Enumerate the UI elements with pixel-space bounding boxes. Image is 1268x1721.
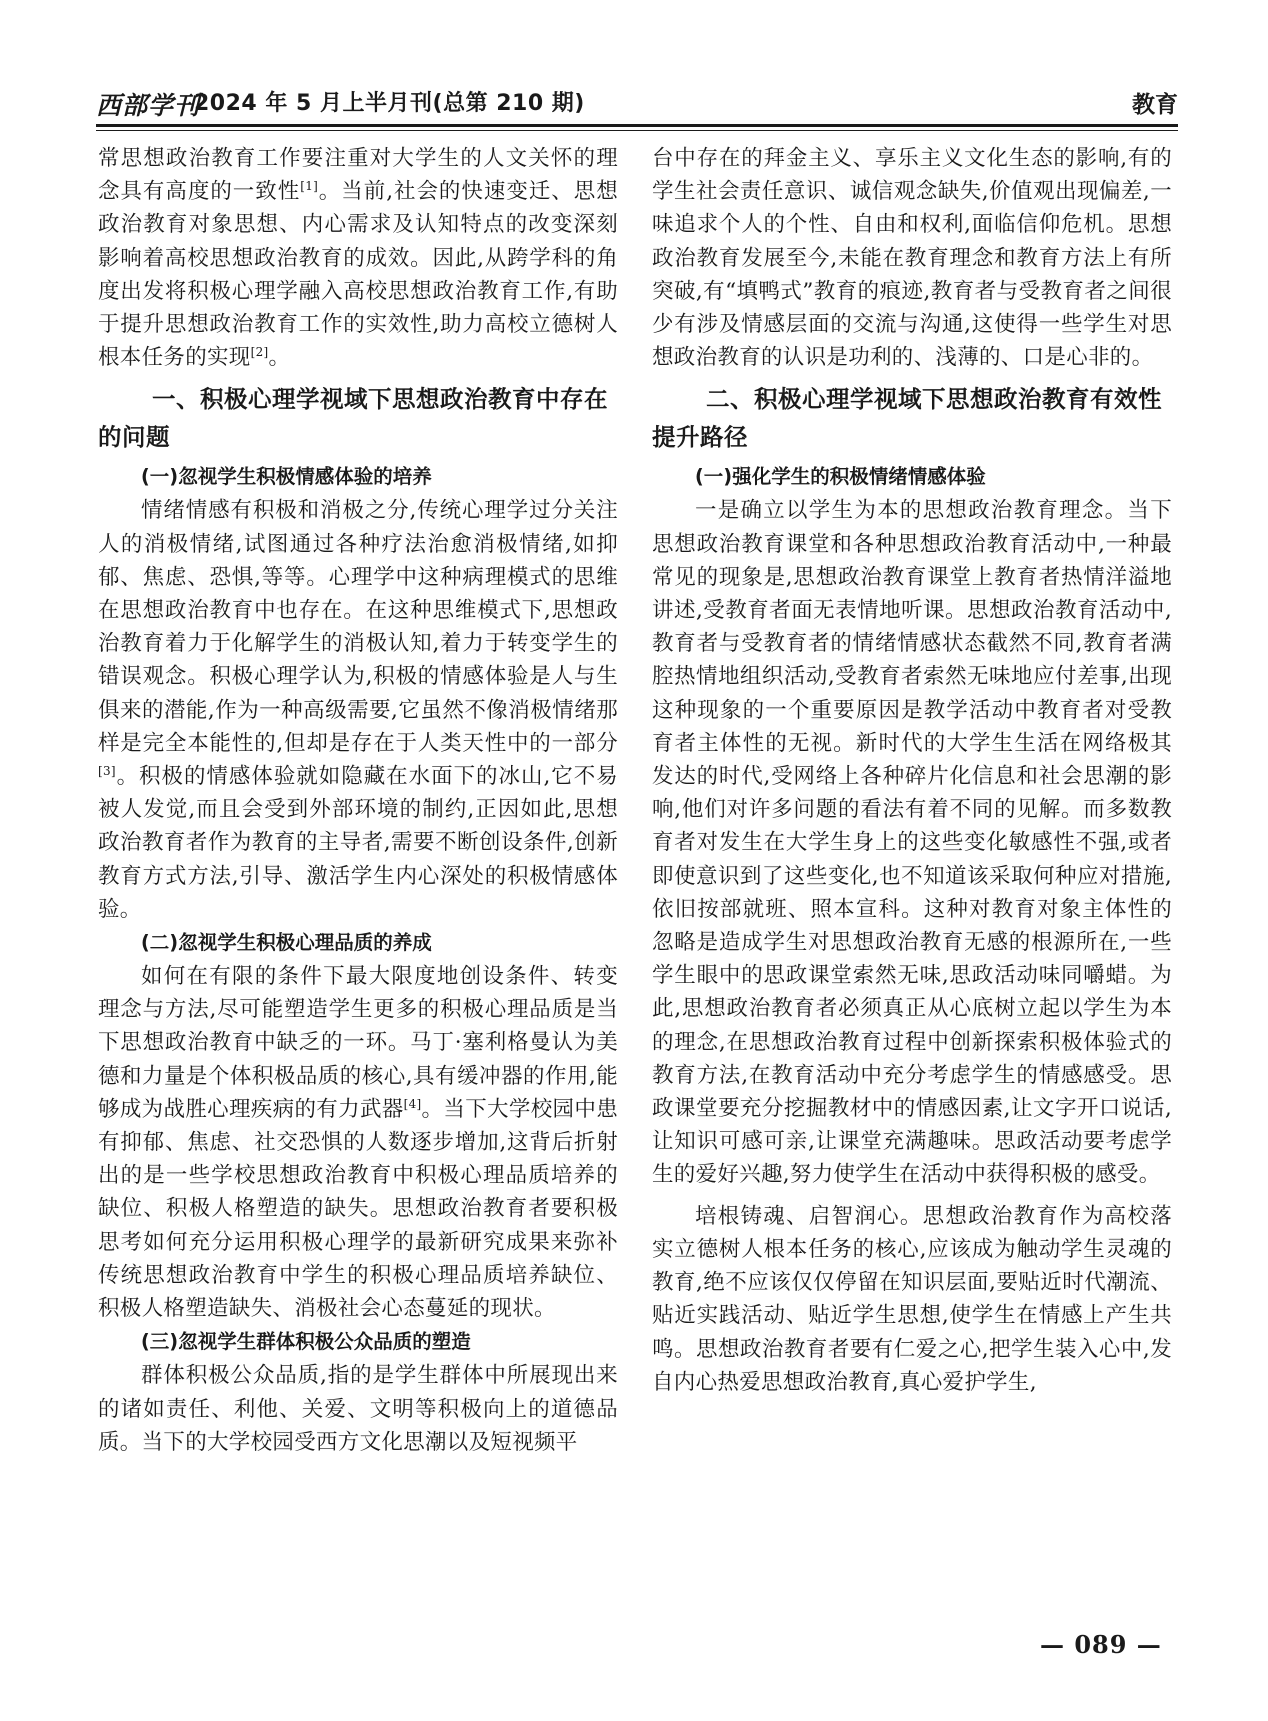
paragraph: 情绪情感有积极和消极之分,传统心理学过分关注人的消极情绪,试图通过各种疗法治愈消极情绪,如抑郁、焦虑、恐惧,等等。心理学中这种病理模式的思维在思想政治教育中也存在。在这种思维模式下,思想政治教育着力于化解学生的消极认知,着力于转变学生的错误观念。积极心理学认为,积极的情感体验是人与生俱来的潜能,作为一种高级需要,它虽然不像消极情绪那样是完全本能性的,但却是存在于人类天性中的一部分[3]。积极的情感体验就如隐藏在水面下的冰山,它不易被人发觉,而且会受到外部环境的制约,正因如此,思想政治教育者作为教育的主导者,需要不断创设条件,创新教育方式方法,引导、激活学生内心深处的积极情感体验。: [98, 498, 618, 922]
section-heading-2: 二、积极心理学视域下思想政治教育有效性提升路径: [652, 385, 1163, 452]
citation: [3]: [98, 764, 116, 779]
issue-info: 2024 年 5 月上半月刊(总第 210 期): [194, 91, 585, 116]
subsection-heading-1-3: (三)忽视学生群体积极公众品质的塑造: [140, 1330, 471, 1354]
page-number: — 089 —: [1040, 1630, 1162, 1659]
citation: [2]: [250, 345, 269, 360]
subsection-heading-2-1: (一)强化学生的积极情绪情感体验: [694, 465, 986, 489]
left-column: [98, 142, 618, 1612]
page-header: [96, 86, 1178, 120]
section-name: 教育: [1132, 92, 1178, 118]
paragraph: 如何在有限的条件下最大限度地创设条件、转变理念与方法,尽可能塑造学生更多的积极心理品质是当下思想政治教育中缺乏的一环。马丁·塞利格曼认为美德和力量是个体积极品质的核心,具有缓冲器的作用,能够成为战胜心理疾病的有力武器[4]。当下大学校园中患有抑郁、焦虑、社交恐惧的人数逐步增加,这背后折射出的是一些学校思想政治教育中积极心理品质培养的缺位、积极人格塑造的缺失。思想政治教育者要积极思考如何充分运用积极心理学的最新研究成果来弥补传统思想政治教育中学生的积极心理品质培养缺位、积极人格塑造缺失、消极社会心态蔓延的现状。: [98, 964, 618, 1322]
paragraph: 培根铸魂、启智润心。思想政治教育作为高校落实立德树人根本任务的核心,应该成为触动学生灵魂的教育,绝不应该仅仅停留在知识层面,要贴近时代潮流、贴近实践活动、贴近学生思想,使学生在情感上产生共鸣。思想政治教育者要有仁爱之心,把学生装入心中,发自内心热爱思想政治教育,真心爱护学生,: [652, 1203, 1172, 1395]
right-column: [652, 142, 1172, 1612]
citation: [1]: [300, 179, 319, 194]
citation: [4]: [403, 1096, 422, 1111]
paragraph: 台中存在的拜金主义、享乐主义文化生态的影响,有的学生社会责任意识、诚信观念缺失,价值观出现偏差,一味追求个人的个性、自由和权利,面临信仰危机。思想政治教育发展至今,未能在教育理念和教育方法上有所突破,有“填鸭式”教育的痕迹,教育者与受教育者之间很少有涉及情感层面的交流与沟通,这使得一些学生对思想政治教育的认识是功利的、浅薄的、口是心非的。: [652, 146, 1172, 371]
paragraph: 常思想政治教育工作要注重对大学生的人文关怀的理念具有高度的一致性[1]。当前,社会的快速变迁、思想政治教育对象思想、内心需求及认知特点的改变深刻影响着高校思想政治教育的成效。因此,从跨学科的角度出发将积极心理学融入高校思想政治教育工作,有助于提升思想政治教育工作的实效性,助力高校立德树人根本任务的实现[2]。: [98, 146, 618, 371]
header-rule-thin: [96, 130, 1178, 131]
subsection-heading-1-1: (一)忽视学生积极情感体验的培养: [140, 465, 432, 489]
paragraph: 一是确立以学生为本的思想政治教育理念。当下思想政治教育课堂和各种思想政治教育活动中,一种最常见的现象是,思想政治教育课堂上教育者热情洋溢地讲述,受教育者面无表情地听课。思想政治教育活动中,教育者与受教育者的情绪情感状态截然不同,教育者满腔热情地组织活动,受教育者索然无味地应付差事,出现这种现象的一个重要原因是教学活动中教育者对受教育者主体性的无视。新时代的大学生生活在网络极其发达的时代,受网络上各种碎片化信息和社会思潮的影响,他们对许多问题的看法有着不同的见解。而多数教育者对发生在大学生身上的这些变化敏感性不强,或者即使意识到了这些变化,也不知道该采取何种应对措施,依旧按部就班、照本宣科。这种对教育对象主体性的忽略是造成学生对思想政治教育无感的根源所在,一些学生眼中的思政课堂索然无味,思政活动味同嚼蜡。为此,思想政治教育者必须真正从心底树立起以学生为本的理念,在思想政治教育过程中创新探索积极体验式的教育方法,在教育活动中充分考虑学生的情感感受。思政课堂要充分挖掘教材中的情感因素,让文字开口说话,让知识可感可亲,让课堂充满趣味。思政活动要考虑学生的爱好兴趣,努力使学生在活动中获得积极的感受。: [652, 498, 1172, 1188]
section-heading-1: 一、积极心理学视域下思想政治教育中存在的问题: [98, 385, 609, 452]
paragraph: 群体积极公众品质,指的是学生群体中所展现出来的诸如责任、利他、关爱、文明等积极向上的道德品质。当下的大学校园受西方文化思潮以及短视频平: [98, 1363, 618, 1455]
journal-logo: 西部学刊: [96, 91, 201, 120]
subsection-heading-1-2: (二)忽视学生积极心理品质的养成: [140, 931, 432, 955]
header-rule-thick: [96, 124, 1178, 127]
